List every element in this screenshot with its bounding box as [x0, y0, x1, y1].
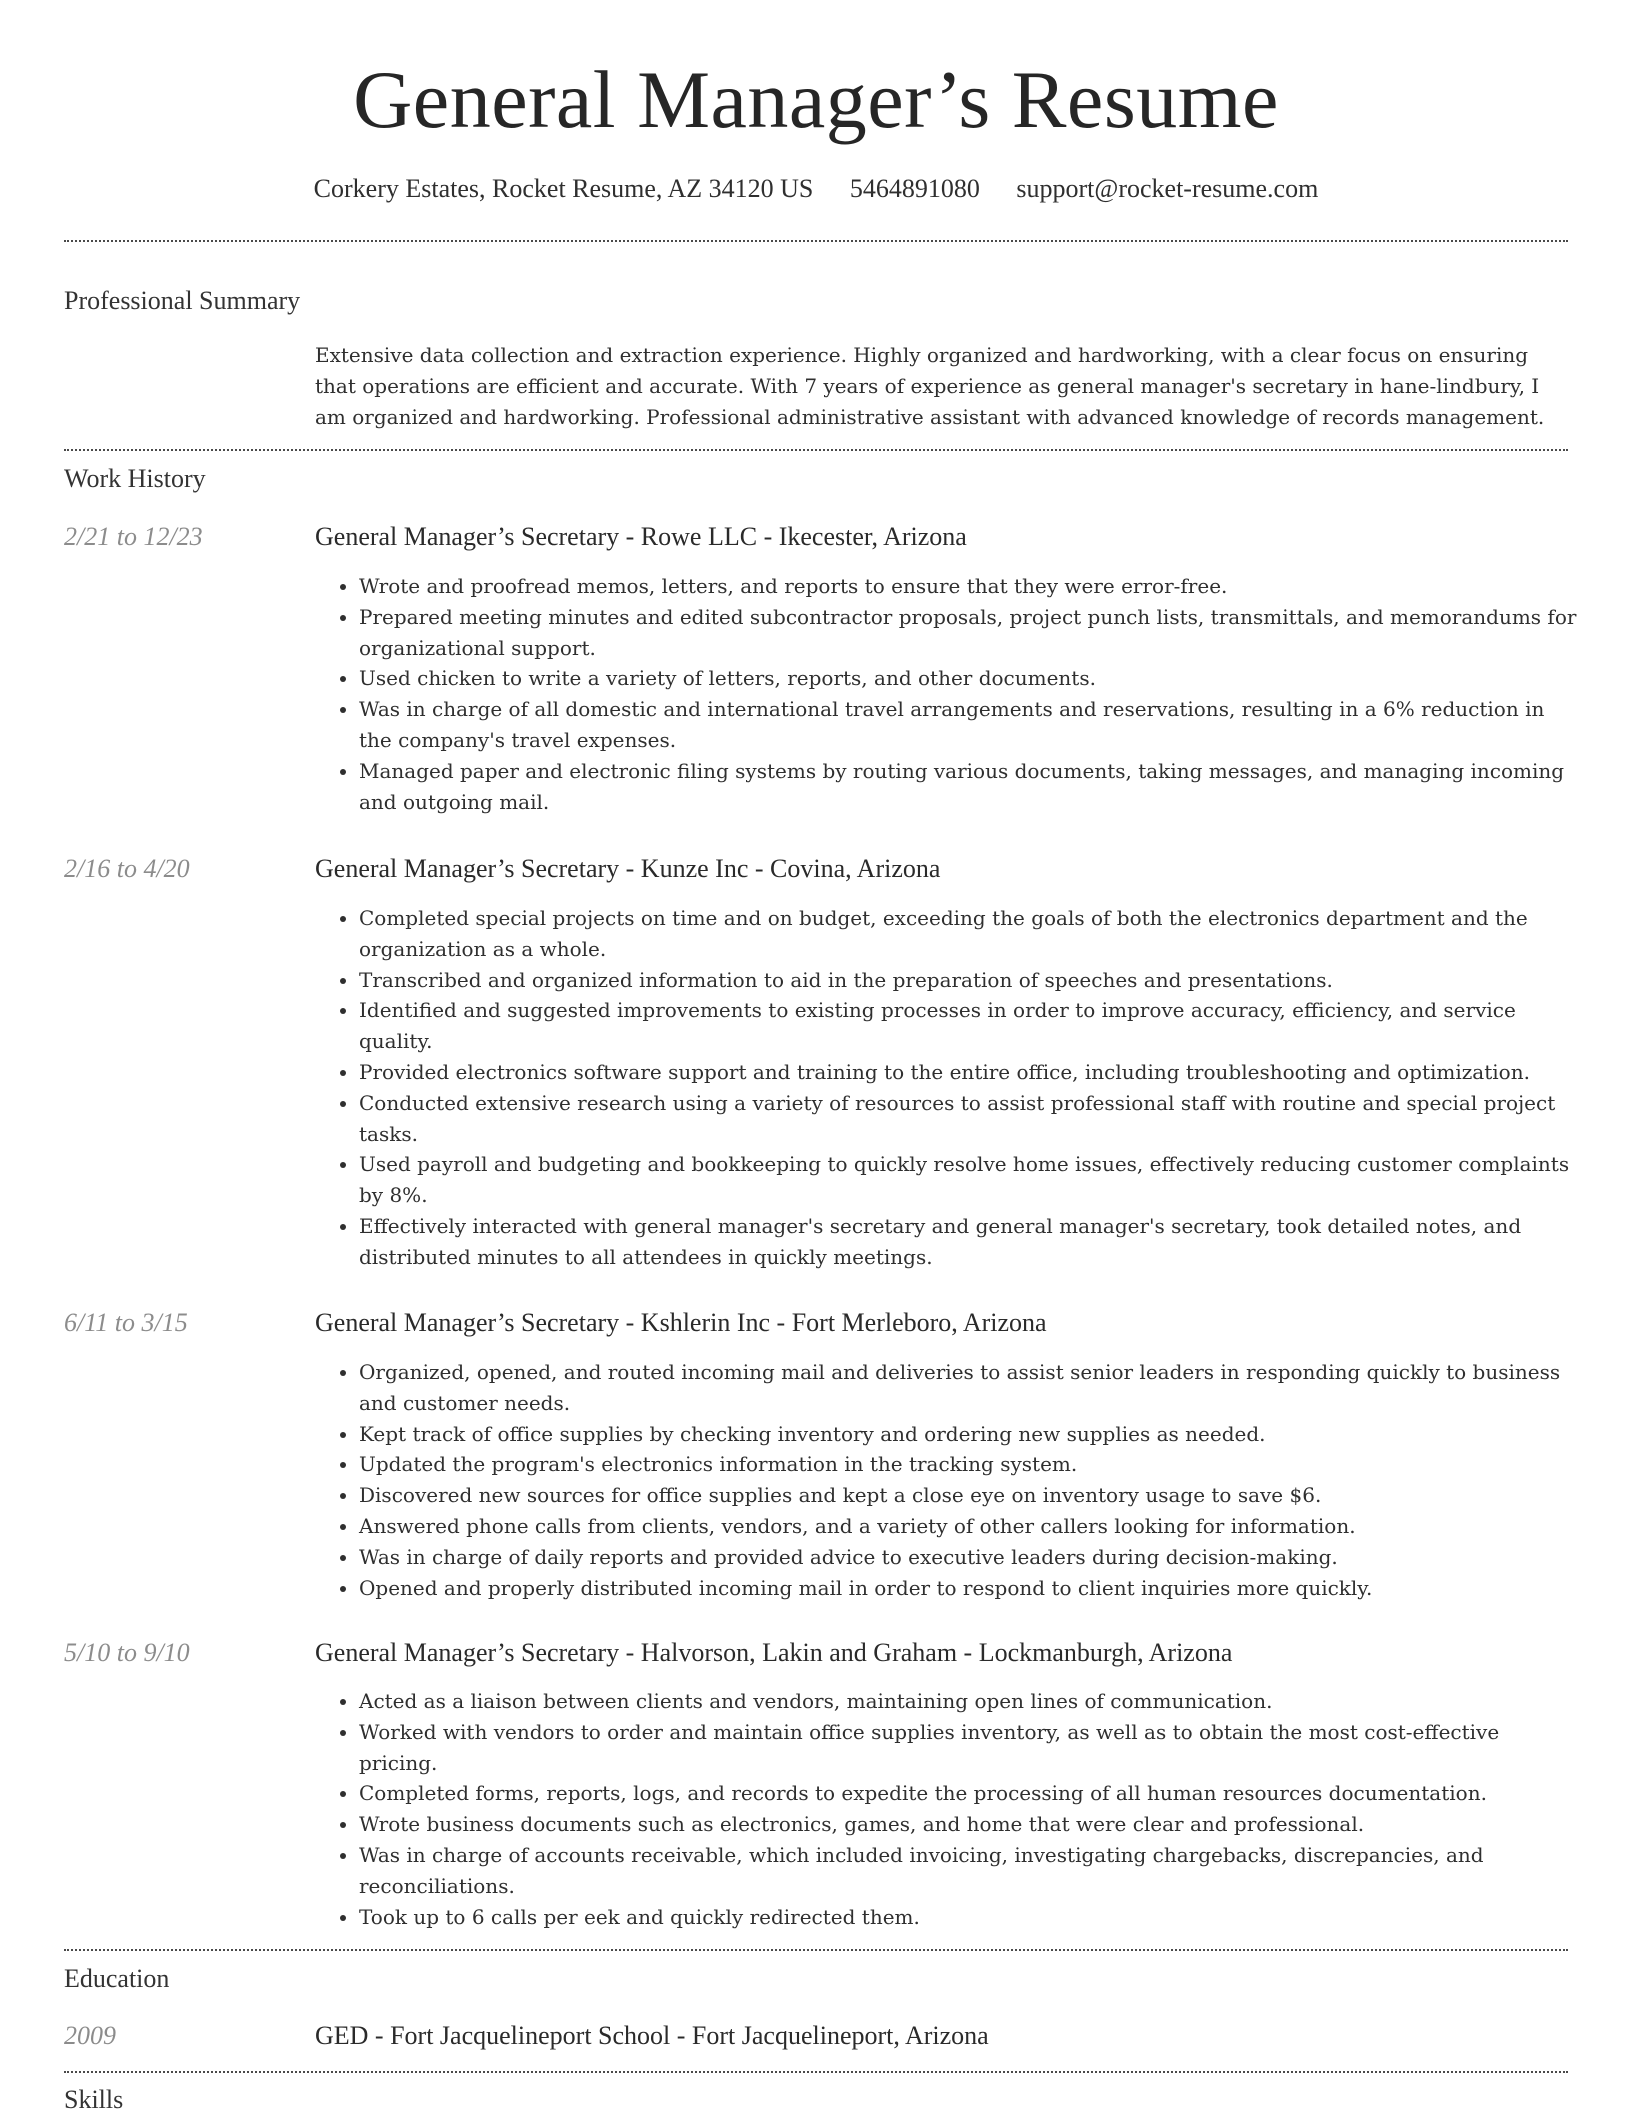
- job-title: General Manager’s Secretary - Halvorson, Lakin and Graham - Lockmanburgh, Arizona: [315, 1638, 1233, 1667]
- job-bullet: • Was in charge of daily reports and provided advice to executive leaders during decision-making.: [359, 1542, 1577, 1573]
- job-bullets: [315, 1357, 1577, 1603]
- job-title: General Manager’s Secretary - Kunze Inc - Covina, Arizona: [315, 854, 941, 883]
- section-title-education: Education: [64, 1964, 170, 1993]
- section-title-work-history: Work History: [64, 464, 206, 493]
- job-bullet: • Was in charge of all domestic and international travel arrangements and reservations, resulting in a 6% reduction in the company's travel expenses.: [359, 694, 1577, 756]
- education-degree: GED - Fort Jacquelineport School - Fort Jacquelineport, Arizona: [315, 2021, 989, 2050]
- job-bullets: [315, 903, 1577, 1273]
- job-bullet: • Effectively interacted with general manager's secretary and general manager's secretary, took detailed notes, and distributed minutes to all attendees in quickly meetings.: [359, 1211, 1577, 1273]
- job-dates: 6/11 to 3/15: [64, 1308, 188, 1337]
- contact-address: Corkery Estates, Rocket Resume, AZ 34120 US: [313, 174, 814, 203]
- job-bullet: • Conducted extensive research using a variety of resources to assist professional staff with routine and special project tasks.: [359, 1088, 1577, 1150]
- section-title-skills: Skills: [64, 2085, 124, 2114]
- contact-line: [0, 173, 1632, 205]
- divider: [64, 1949, 1568, 1951]
- summary-text: Extensive data collection and extraction experience. Highly organized and hardworking, with a clear focus on ensuring that operations are efficient and accurate. With 7 years of experience as general manager's secretary in hane-lindbury, I am organized and hardworking. Professional administrative assistant with advanced knowledge of records management.: [315, 343, 1545, 429]
- job-bullet: • Used payroll and budgeting and bookkeeping to quickly resolve home issues, effectively reducing customer complaints by 8%.: [359, 1149, 1577, 1211]
- job-bullet: • Wrote and proofread memos, letters, and reports to ensure that they were error-free.: [359, 571, 1577, 602]
- job-title: General Manager’s Secretary - Rowe LLC - Ikecester, Arizona: [315, 522, 967, 551]
- job-bullet: • Completed special projects on time and on budget, exceeding the goals of both the electronics department and the organization as a whole.: [359, 903, 1577, 965]
- resume-title: General Manager’s Resume: [353, 54, 1279, 145]
- job-bullet: • Transcribed and organized information to aid in the preparation of speeches and presentations.: [359, 965, 1577, 996]
- education-year: 2009: [64, 2021, 116, 2050]
- job-bullet: • Prepared meeting minutes and edited subcontractor proposals, project punch lists, transmittals, and memorandums for organizational support.: [359, 602, 1577, 664]
- divider: [64, 240, 1568, 242]
- job-bullet: • Updated the program's electronics information in the tracking system.: [359, 1449, 1577, 1480]
- job-bullet: • Organized, opened, and routed incoming mail and deliveries to assist senior leaders in responding quickly to business and customer needs.: [359, 1357, 1577, 1419]
- job-bullets: [315, 571, 1577, 817]
- section-title-summary: Professional Summary: [64, 286, 301, 315]
- job-bullet: • Completed forms, reports, logs, and records to expedite the processing of all human resources documentation.: [359, 1778, 1577, 1809]
- job-bullet: • Managed paper and electronic filing systems by routing various documents, taking messages, and managing incoming and outgoing mail.: [359, 756, 1577, 818]
- job-bullet: • Answered phone calls from clients, vendors, and a variety of other callers looking for information.: [359, 1511, 1577, 1542]
- job-bullet: • Kept track of office supplies by checking inventory and ordering new supplies as needed.: [359, 1419, 1577, 1450]
- job-bullet: • Opened and properly distributed incoming mail in order to respond to client inquiries more quickly.: [359, 1573, 1577, 1604]
- job-dates: 2/16 to 4/20: [64, 854, 190, 883]
- divider: [64, 2071, 1568, 2073]
- job-bullet: • Worked with vendors to order and maintain office supplies inventory, as well as to obtain the most cost-effective pricing.: [359, 1717, 1577, 1779]
- job-bullet: • Was in charge of accounts receivable, which included invoicing, investigating chargebacks, discrepancies, and reconciliations.: [359, 1840, 1577, 1902]
- job-dates: 2/21 to 12/23: [64, 522, 203, 551]
- divider: [64, 449, 1568, 451]
- job-bullet: • Used chicken to write a variety of letters, reports, and other documents.: [359, 663, 1577, 694]
- contact-email: support@rocket-resume.com: [1016, 174, 1319, 203]
- job-bullet: • Acted as a liaison between clients and vendors, maintaining open lines of communication.: [359, 1686, 1577, 1717]
- job-bullets: [315, 1686, 1577, 1932]
- job-dates: 5/10 to 9/10: [64, 1638, 190, 1667]
- job-bullet: • Took up to 6 calls per eek and quickly redirected them.: [359, 1902, 1577, 1933]
- job-bullet: • Wrote business documents such as electronics, games, and home that were clear and professional.: [359, 1809, 1577, 1840]
- job-bullet: • Discovered new sources for office supplies and kept a close eye on inventory usage to save $6.: [359, 1480, 1577, 1511]
- job-bullet: • Identified and suggested improvements to existing processes in order to improve accuracy, efficiency, and service quality.: [359, 995, 1577, 1057]
- job-bullet: • Provided electronics software support and training to the entire office, including troubleshooting and optimization.: [359, 1057, 1577, 1088]
- contact-phone: 5464891080: [849, 174, 980, 203]
- job-title: General Manager’s Secretary - Kshlerin Inc - Fort Merleboro, Arizona: [315, 1308, 1047, 1337]
